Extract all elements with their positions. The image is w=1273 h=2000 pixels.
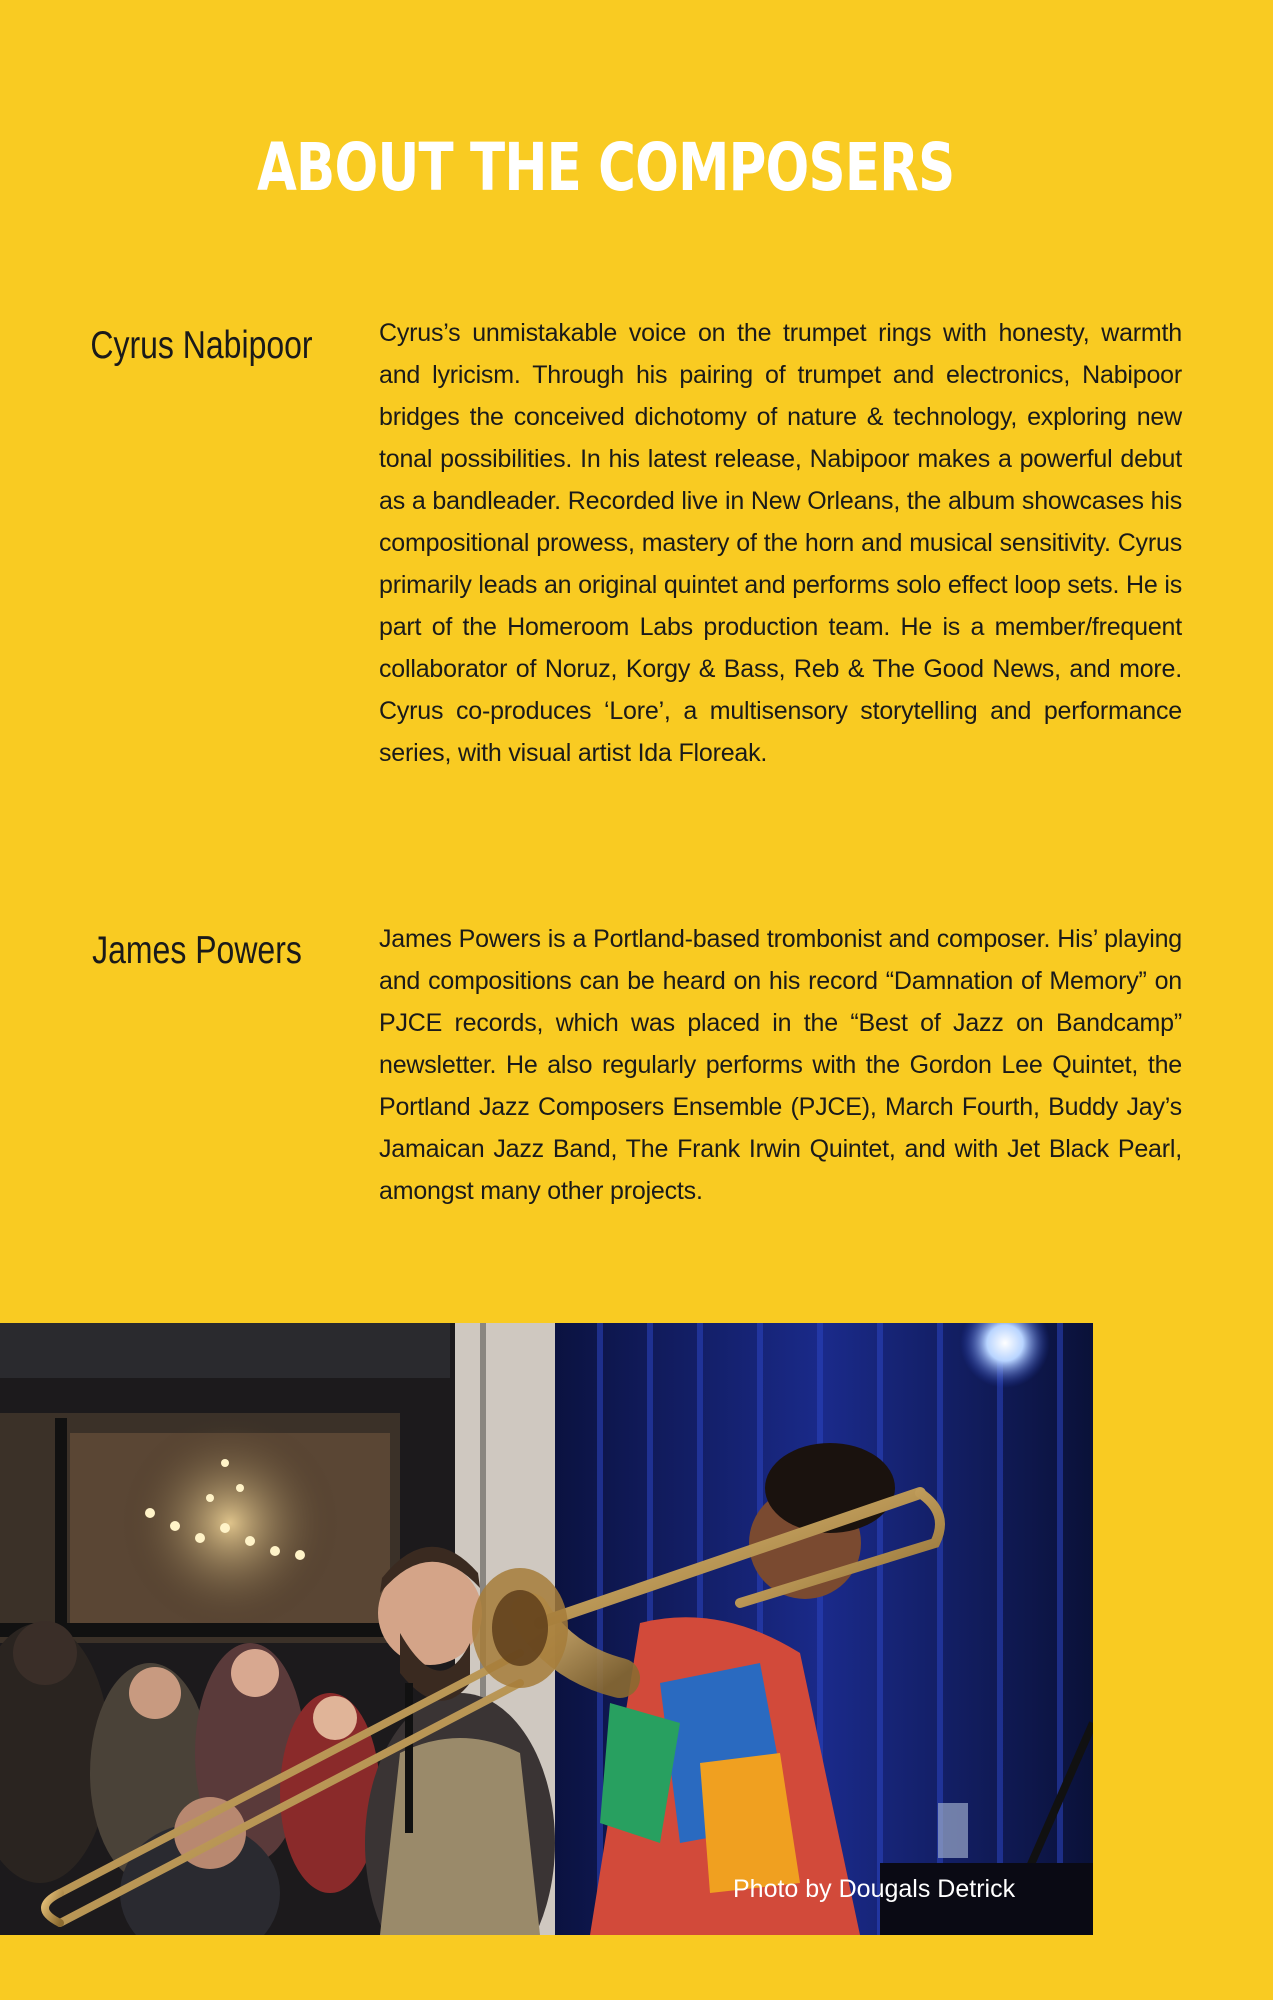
composer-bio-james: James Powers is a Portland-based trombonist and composer. His’ playing and compositions can be heard on his record “Damnation of Memory” on PJCE records, which was placed in the “Best of Jazz on Bandcamp” newsletter. He also regularly performs with the Gordon Lee Quintet, the Portland Jazz Composers Ensemble (PJCE), March Fourth, Buddy Jay’s Jamaican Jazz Band, The Frank Irwin Quintet, and with Jet Black Pearl, amongst many other projects. xyxy=(379,925,1182,1205)
page-title: ABOUT THE COMPOSERS xyxy=(257,129,955,206)
performance-photo xyxy=(0,1323,1093,1935)
photo-credit: Photo by Dougals Detrick xyxy=(733,1875,1016,1903)
composer-name-cyrus: Cyrus Nabipoor xyxy=(90,324,313,367)
composer-name-james: James Powers xyxy=(92,929,302,972)
composer-bio-cyrus: Cyrus’s unmistakable voice on the trumpet rings with honesty, warmth and lyricism. Through his pairing of trumpet and electronics, Nabipoor bridges the conceived dichotomy of nature & technology, exploring new tonal possibilities. In his latest release, Nabipoor makes a powerful debut as a bandleader. Recorded live in New Orleans, the album showcases his compositional prowess, mastery of the horn and musical sensitivity. Cyrus primarily leads an original quintet and performs solo effect loop sets. He is part of the Homeroom Labs production team. He is a member/frequent collaborator of Noruz, Korgy & Bass, Reb & The Good News, and more. Cyrus co-produces ‘Lore’, a multisensory storytelling and performance series, with visual artist Ida Floreak. xyxy=(379,319,1182,767)
